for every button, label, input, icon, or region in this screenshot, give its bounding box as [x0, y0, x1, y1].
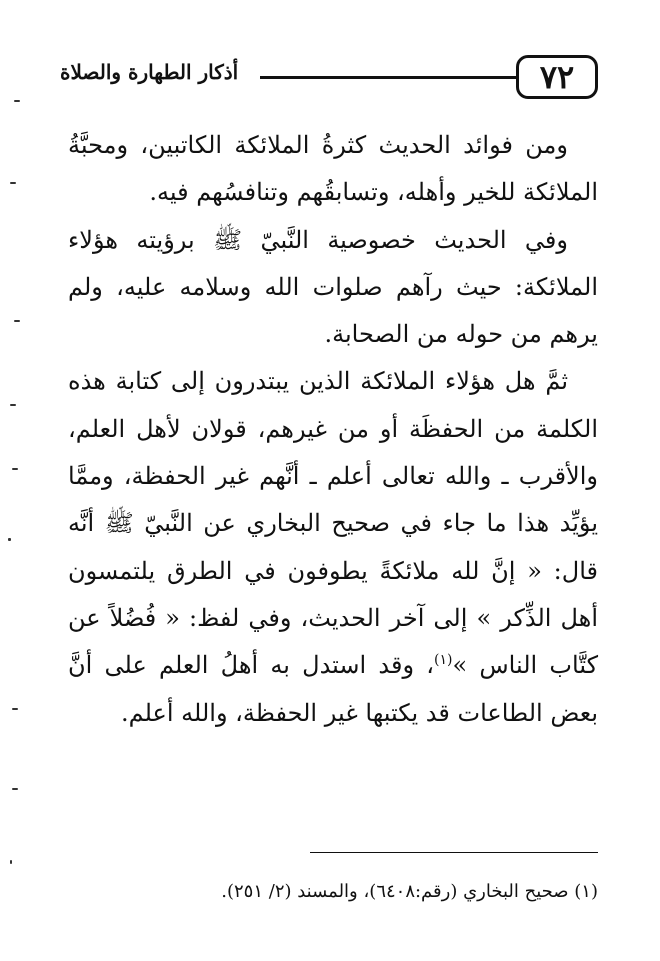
page-header [60, 55, 598, 105]
footnote-marker[interactable]: (١) [434, 652, 453, 669]
footnote-separator [310, 852, 598, 853]
scan-speck [12, 708, 18, 710]
scan-speck [10, 860, 12, 864]
paragraph-2: وفي الحديث خصوصية النَّبيّ ﷺ برؤيته هؤلاء الملائكة: حيث رآهم صلوات الله وسلامه عليه، ولم يرهم من حوله من الصحابة. [68, 225, 598, 349]
scan-speck [8, 538, 11, 541]
paragraph-3 [68, 358, 598, 736]
header-rule [260, 76, 516, 79]
scan-speck [12, 788, 18, 790]
scan-speck [10, 404, 16, 406]
scan-speck [12, 468, 18, 470]
footnote: (١) صحيح البخاري (رقم:٦٤٠٨)، والمسند (٢/ ٢٥١). [221, 881, 598, 902]
page-number: ٧٢ [516, 55, 598, 99]
scan-speck [14, 320, 20, 322]
body-text [68, 122, 598, 737]
paragraph-1: ومن فوائد الحديث كثرةُ الملائكة الكاتبين، ومحبَّةُ الملائكة للخير وأهله، وتسابقُهم وتنافسُهم فيه. [68, 131, 598, 207]
paragraph-3-text: ثمَّ هل هؤلاء الملائكة الذين يبتدرون إلى كتابة هذه الكلمة من الحفظَة أو من غيرهم، قولان لأهل العلم، والأقرب ـ والله تعالى أعلم ـ أنَّهم غير الحفظة، وممَّا يؤيِّد هذا ما جاء في صحيح البخاري عن النَّبيّ ﷺ أنَّه قال: « إنَّ لله ملائكةً يطوفون في الطرق يلتمسون أهل الذِّكر » إلى آخر الحديث، وفي لفظ: « فُضُلاً عن كتَّاب الناس » [68, 367, 598, 680]
running-title: أذكار الطهارة والصلاة [60, 60, 239, 84]
paragraph-3-tail: ، وقد استدل به أهلُ العلم على أنَّ بعض الطاعات قد يكتبها غير الحفظة، والله أعلم. [68, 651, 598, 727]
scan-speck [14, 100, 20, 102]
scan-speck [10, 182, 16, 184]
